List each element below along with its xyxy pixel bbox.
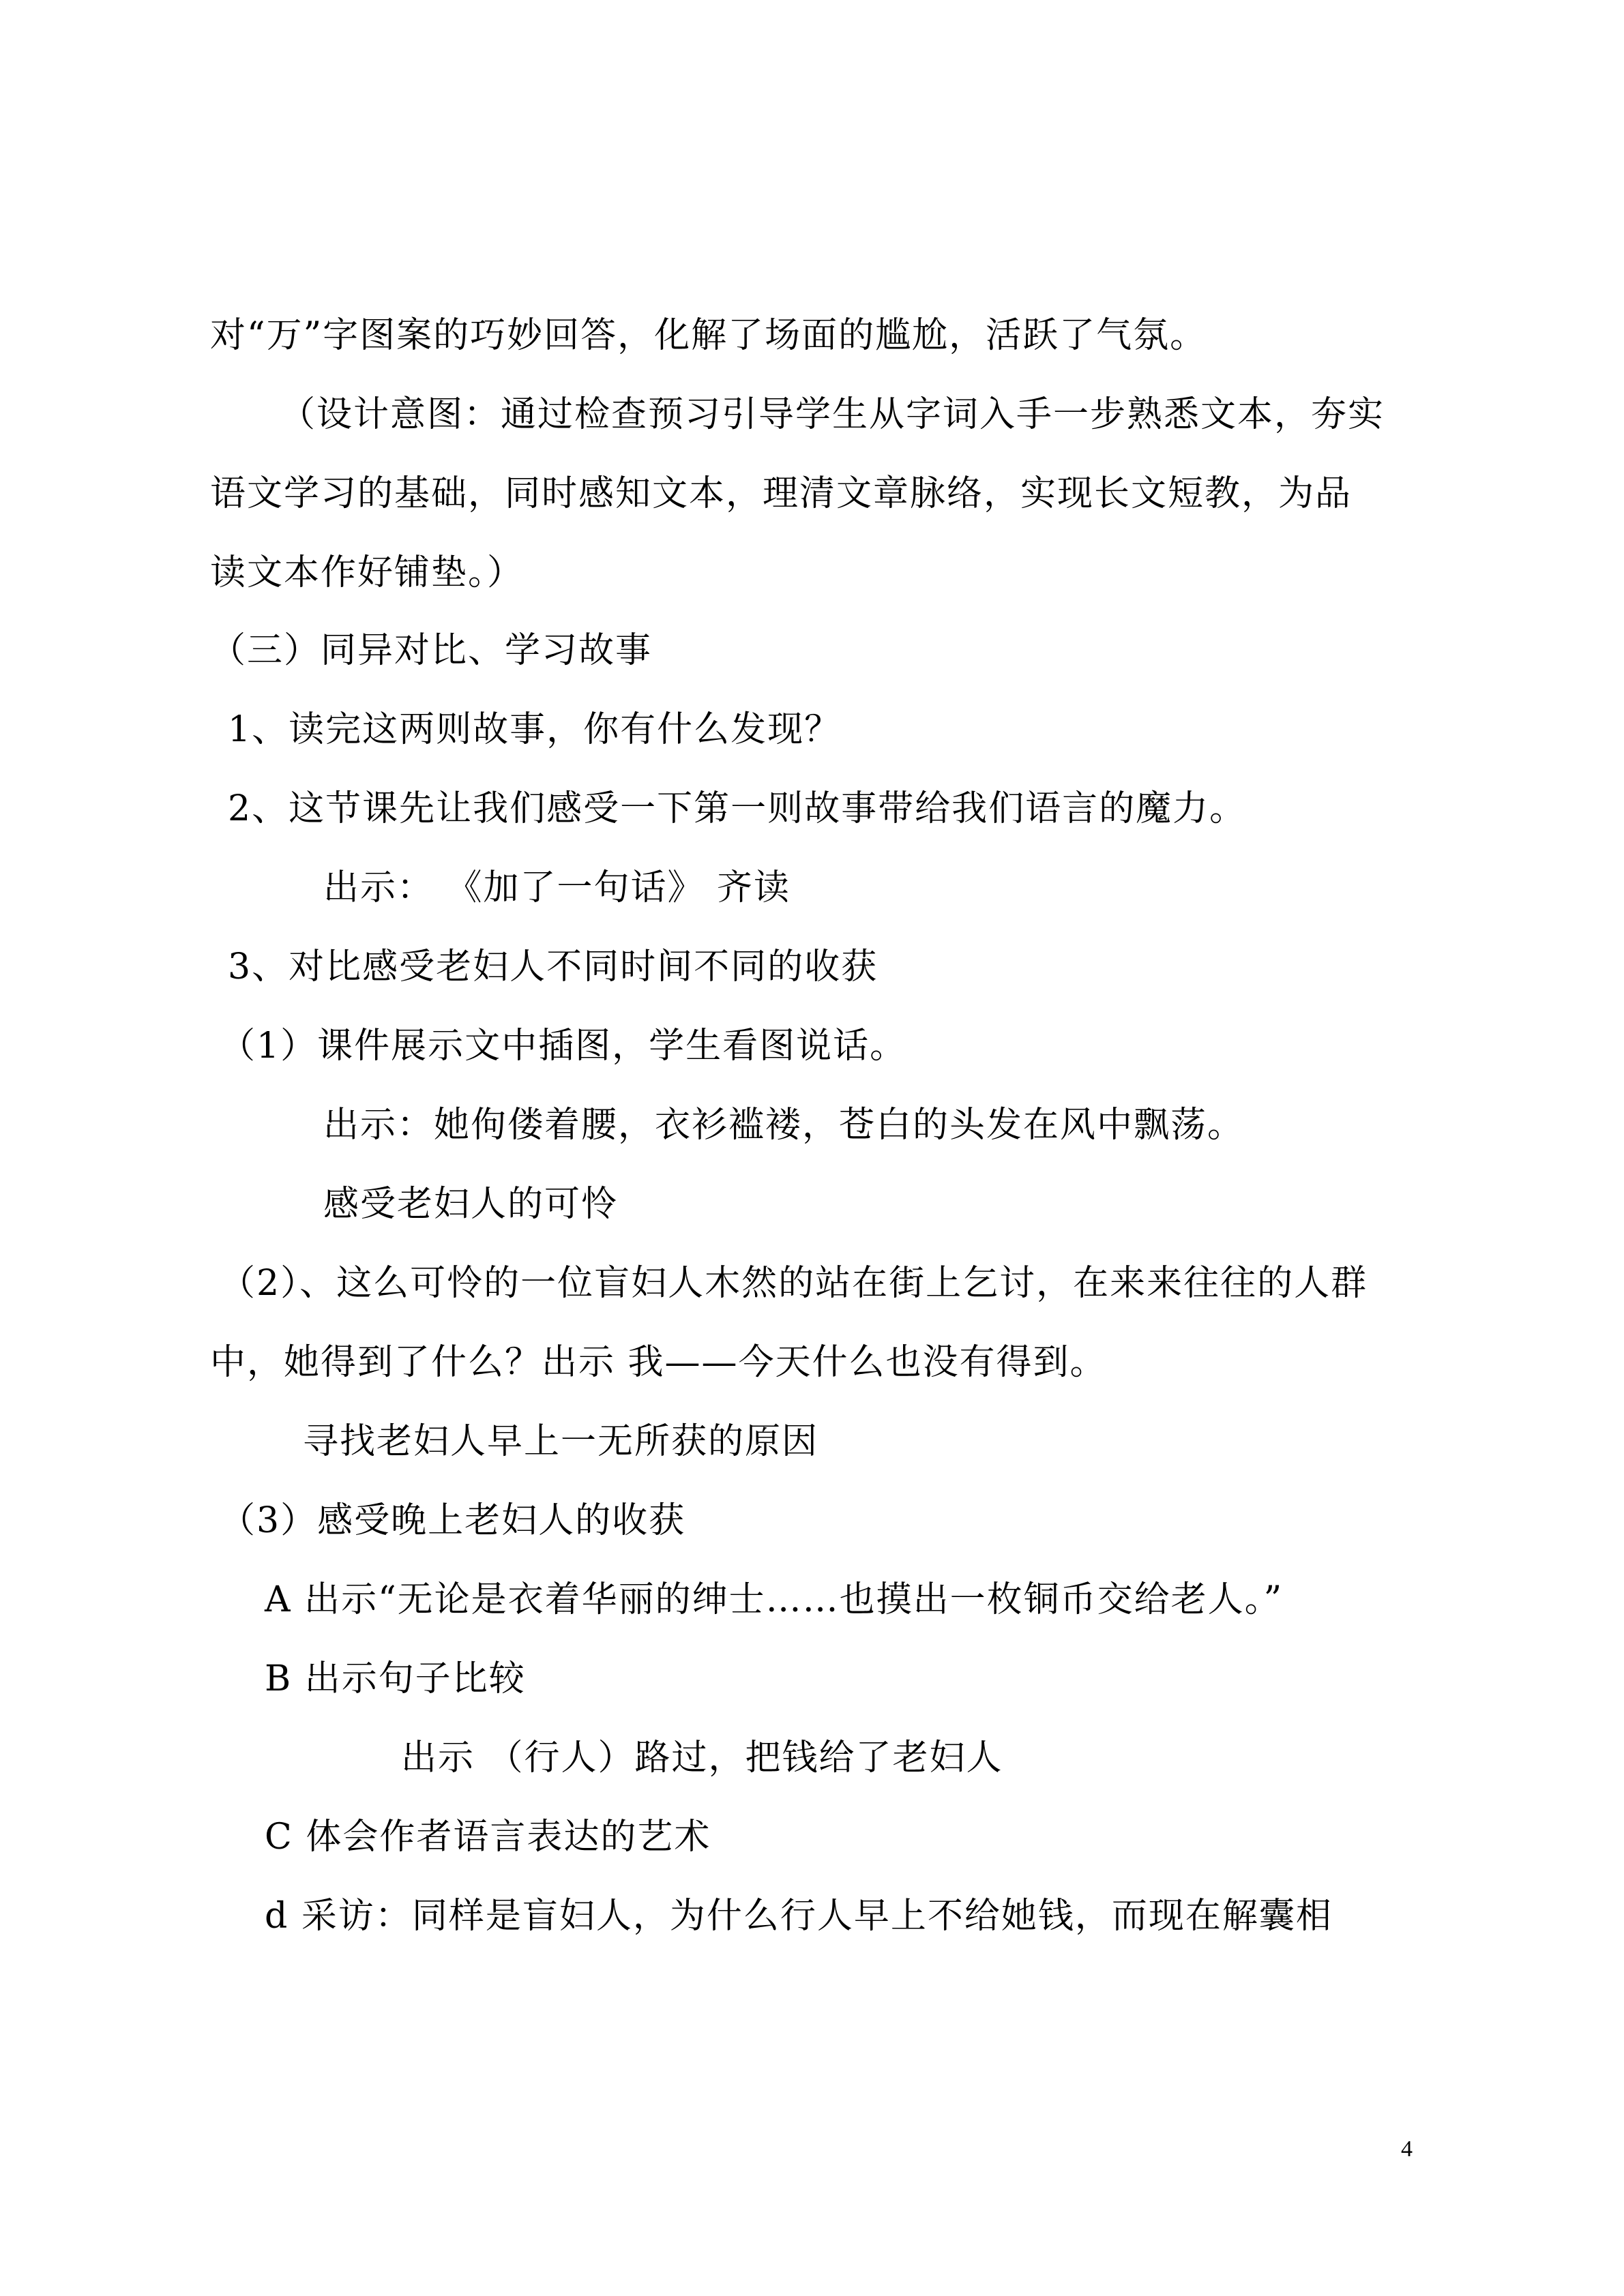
text-line: 3、对比感受老妇人不同时间不同的收获 [228, 946, 879, 987]
text-line: 出示：她佝偻着腰，衣衫褴褛，苍白的头发在风中飘荡。 [323, 1105, 1245, 1146]
text-line: （3）感受晚上老妇人的收获 [220, 1500, 686, 1541]
text-line: A 出示“无论是衣着华丽的绅士……也摸出一枚铜币交给老人。” [265, 1579, 1284, 1620]
section-heading: （三）同异对比、学习故事 [210, 630, 653, 671]
text-line: d 采访：同样是盲妇人，为什么行人早上不给她钱，而现在解囊相 [265, 1896, 1333, 1937]
text-line: 中，她得到了什么？出示 我——今天什么也没有得到。 [210, 1342, 1107, 1383]
text-line: C 体会作者语言表达的艺术 [265, 1817, 711, 1858]
text-line: （1）课件展示文中插图，学生看图说话。 [220, 1026, 907, 1067]
text-line: 读文本作好铺垫。） [210, 552, 525, 593]
text-line: 出示： 《加了一句话》 齐读 [323, 867, 791, 908]
text-line: 寻找老妇人早上一无所获的原因 [303, 1421, 819, 1462]
text-line: B 出示句子比较 [265, 1658, 526, 1699]
text-line: （2）、这么可怜的一位盲妇人木然的站在街上乞讨，在来来往往的人群 [220, 1263, 1368, 1304]
text-line: （设计意图：通过检查预习引导学生从字词入手一步熟悉文本，夯实 [280, 394, 1385, 435]
text-line: 出示 （行人）路过，把钱给了老妇人 [401, 1738, 1003, 1778]
page-number: 4 [1401, 2136, 1413, 2162]
text-line: 感受老妇人的可怜 [323, 1184, 619, 1225]
text-line: 2、这节课先让我们感受一下第一则故事带给我们语言的魔力。 [228, 788, 1247, 829]
text-line: 语文学习的基础，同时感知文本，理清文章脉络，实现长文短教，为品 [210, 473, 1353, 514]
text-line: 对“万”字图案的巧妙回答，化解了场面的尴尬，活跃了气氛。 [210, 315, 1207, 356]
text-line: 1、读完这两则故事，你有什么发现？ [228, 709, 842, 750]
